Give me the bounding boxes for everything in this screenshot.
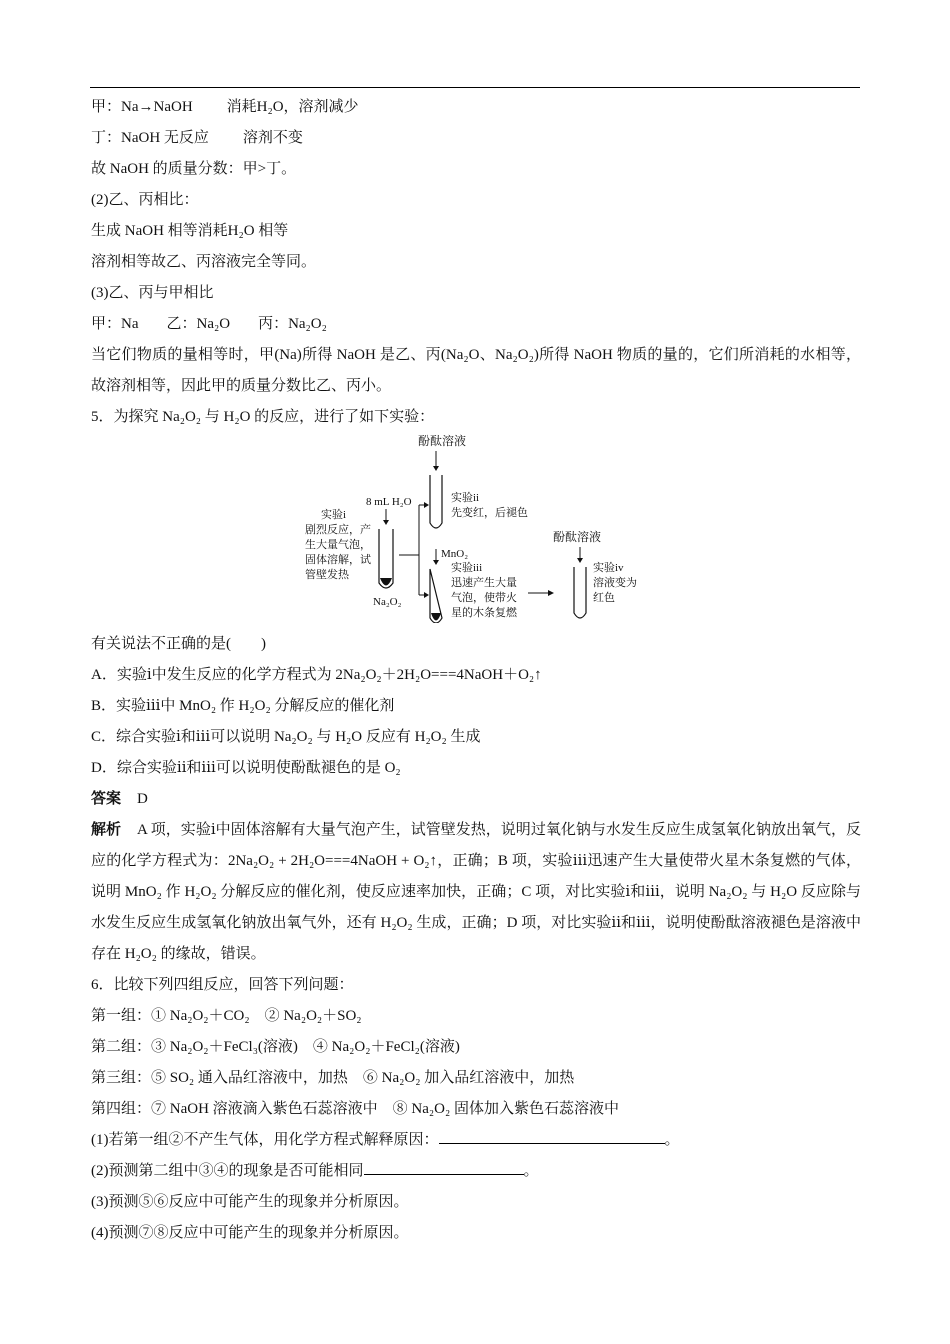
exp1-label: 剧烈反应，产 xyxy=(305,524,371,536)
phenol-label-right: 酚酞溶液 xyxy=(553,530,602,544)
exp3-label: 迅速产生大量 xyxy=(451,577,517,589)
analysis-paragraph xyxy=(91,815,861,970)
answer-line xyxy=(91,784,861,815)
arrow-head xyxy=(424,592,429,598)
arrow-head xyxy=(433,466,439,471)
text-line: (2)乙、丙相比： xyxy=(91,192,199,208)
option-c: C．综合实验ⅰ和ⅲ可以说明 Na₂O₂ 与 H₂O 反应有 H₂O₂ 生成 xyxy=(91,729,481,745)
line-text: 溶剂不变 xyxy=(242,130,303,146)
arrow-head xyxy=(433,560,439,565)
group-2: 第二组：③ Na₂O₂＋FeCl₃(溶液) ④ Na₂O₂＋FeCl₂(溶液) xyxy=(91,1039,460,1055)
na2o2-solid xyxy=(380,578,392,586)
arrow-head xyxy=(577,558,583,563)
line-text: 消耗H₂O，溶剂减少 xyxy=(226,99,359,115)
exp3-label: 星的木条复燃 xyxy=(451,607,517,619)
exp1-label: 实验i xyxy=(321,509,347,521)
exp4-label: 红色 xyxy=(593,592,615,604)
text-line xyxy=(91,92,861,123)
group-1: 第一组：① Na₂O₂＋CO₂ ② Na₂O₂＋SO₂ xyxy=(91,1008,362,1024)
experiment-figure xyxy=(91,433,861,629)
exp3-label: 实验iii xyxy=(451,562,483,574)
line-text: 甲：Na→NaOH xyxy=(91,99,193,115)
text-line xyxy=(91,123,861,154)
answer-blank-2[interactable] xyxy=(364,1157,524,1175)
option-a: A．实验ⅰ中发生反应的化学方程式为 2Na₂O₂＋2H₂O===4NaOH＋O₂↑ xyxy=(91,667,542,683)
exp1-label: 管壁发热 xyxy=(305,569,349,581)
text-line: 故 NaOH 的质量分数：甲>丁。 xyxy=(91,161,297,177)
sub-question-3: (3)预测⑤⑥反应中可能产生的现象并分析原因。 xyxy=(91,1194,409,1210)
exp4-label: 实验iv xyxy=(593,562,624,574)
arrow-head xyxy=(383,520,389,525)
experiment-diagram xyxy=(291,433,671,623)
exp1-label: 固体溶解，试 xyxy=(305,554,371,566)
header-rule xyxy=(90,87,860,88)
answer-label: 答案 xyxy=(91,791,122,807)
text-line xyxy=(91,309,861,340)
answer-value: D xyxy=(137,791,148,807)
question-6-stem: 6．比较下列四组反应，回答下列问题： xyxy=(91,977,354,993)
sub-question-1 xyxy=(91,1125,861,1156)
text-line: 生成 NaOH 相等消耗H₂O 相等 xyxy=(91,223,289,239)
exp1-label: 生大量气泡， xyxy=(305,539,371,551)
line-text: 乙：Na₂O xyxy=(166,316,231,332)
line-text: 丙：Na₂O₂ xyxy=(258,316,327,332)
punctuation: 。 xyxy=(523,1163,539,1179)
exp2-label: 实验ii xyxy=(451,492,480,504)
question-5-prompt: 有关说法不正确的是( ) xyxy=(91,636,266,652)
punctuation: 。 xyxy=(664,1132,680,1148)
text-line: (3)乙、丙与甲相比 xyxy=(91,285,214,301)
arrow-head xyxy=(424,502,429,508)
exp2-label: 先变红，后褪色 xyxy=(451,507,528,519)
group-4: 第四组：⑦ NaOH 溶液滴入紫色石蕊溶液中 ⑧ Na₂O₂ 固体加入紫色石蕊溶液中 xyxy=(91,1101,619,1117)
option-b: B．实验ⅲ中 MnO₂ 作 H₂O₂ 分解反应的催化剂 xyxy=(91,698,395,714)
sub-question-text: (1)若第一组②不产生气体，用化学方程式解释原因： xyxy=(91,1132,439,1148)
question-5-stem: 5．为探究 Na₂O₂ 与 H₂O 的反应，进行了如下实验： xyxy=(91,409,435,425)
exp3-label: 气泡，使带火 xyxy=(451,592,517,604)
test-tube-iv xyxy=(574,567,586,618)
mno2-solid xyxy=(431,613,441,621)
line-text: 甲：Na xyxy=(91,316,139,332)
phenol-label-top: 酚酞溶液 xyxy=(418,434,467,448)
arrow-head xyxy=(548,590,554,596)
option-d: D．综合实验ⅱ和ⅲ可以说明使酚酞褪色的是 O₂ xyxy=(91,760,401,776)
na2o2-label: Na₂O₂ xyxy=(373,596,402,608)
sub-question-4: (4)预测⑦⑧反应中可能产生的现象并分析原因。 xyxy=(91,1225,409,1241)
paragraph: 当它们物质的量相等时，甲(Na)所得 NaOH 是乙、丙(Na₂O、Na₂O₂)所得 NaOH 物质的量的，它们所消耗的水相等，故溶剂相等，因此甲的质量分数比乙、丙小。 xyxy=(91,347,861,394)
analysis-text: A 项，实验ⅰ中固体溶解有大量气泡产生，试管壁发热，说明过氧化钠与水发生反应生成氢氧化钠放出氧气，反应的化学方程式为：2Na₂O₂ + 2H₂O===4NaOH + O₂↑，正确；B 项，实验ⅲ迅速产生大量使带火星木条复燃的气体，说明 MnO₂ 作 H₂O₂ 分解反应的催化剂，使反应速率加快，正确；C 项，对比实验ⅰ和ⅲ，说明 Na₂O₂ 与 H₂O 反应除与水发生反应生成氢氧化钠放出氧气外，还有 H₂O₂ 生成，正确；D 项，对比实验ⅱ和ⅲ，说明使酚酞溶液褪色是溶液中存在 H₂O₂ 的缘故，错误。 xyxy=(91,822,861,962)
answer-blank-1[interactable] xyxy=(439,1126,665,1144)
sub-question-text: (2)预测第二组中③④的现象是否可能相同 xyxy=(91,1163,364,1179)
test-tube-ii xyxy=(430,475,442,528)
analysis-label: 解析 xyxy=(91,822,122,838)
line-text: 丁：NaOH 无反应 xyxy=(91,130,209,146)
mno2-label: MnO₂ xyxy=(441,548,469,560)
water-label: 8 mL H₂O xyxy=(366,496,412,508)
sub-question-2 xyxy=(91,1156,861,1187)
exp4-label: 溶液变为 xyxy=(593,577,637,589)
document-body xyxy=(91,92,861,1249)
group-3: 第三组：⑤ SO₂ 通入品红溶液中，加热 ⑥ Na₂O₂ 加入品红溶液中，加热 xyxy=(91,1070,575,1086)
text-line: 溶剂相等故乙、丙溶液完全等同。 xyxy=(91,254,317,270)
